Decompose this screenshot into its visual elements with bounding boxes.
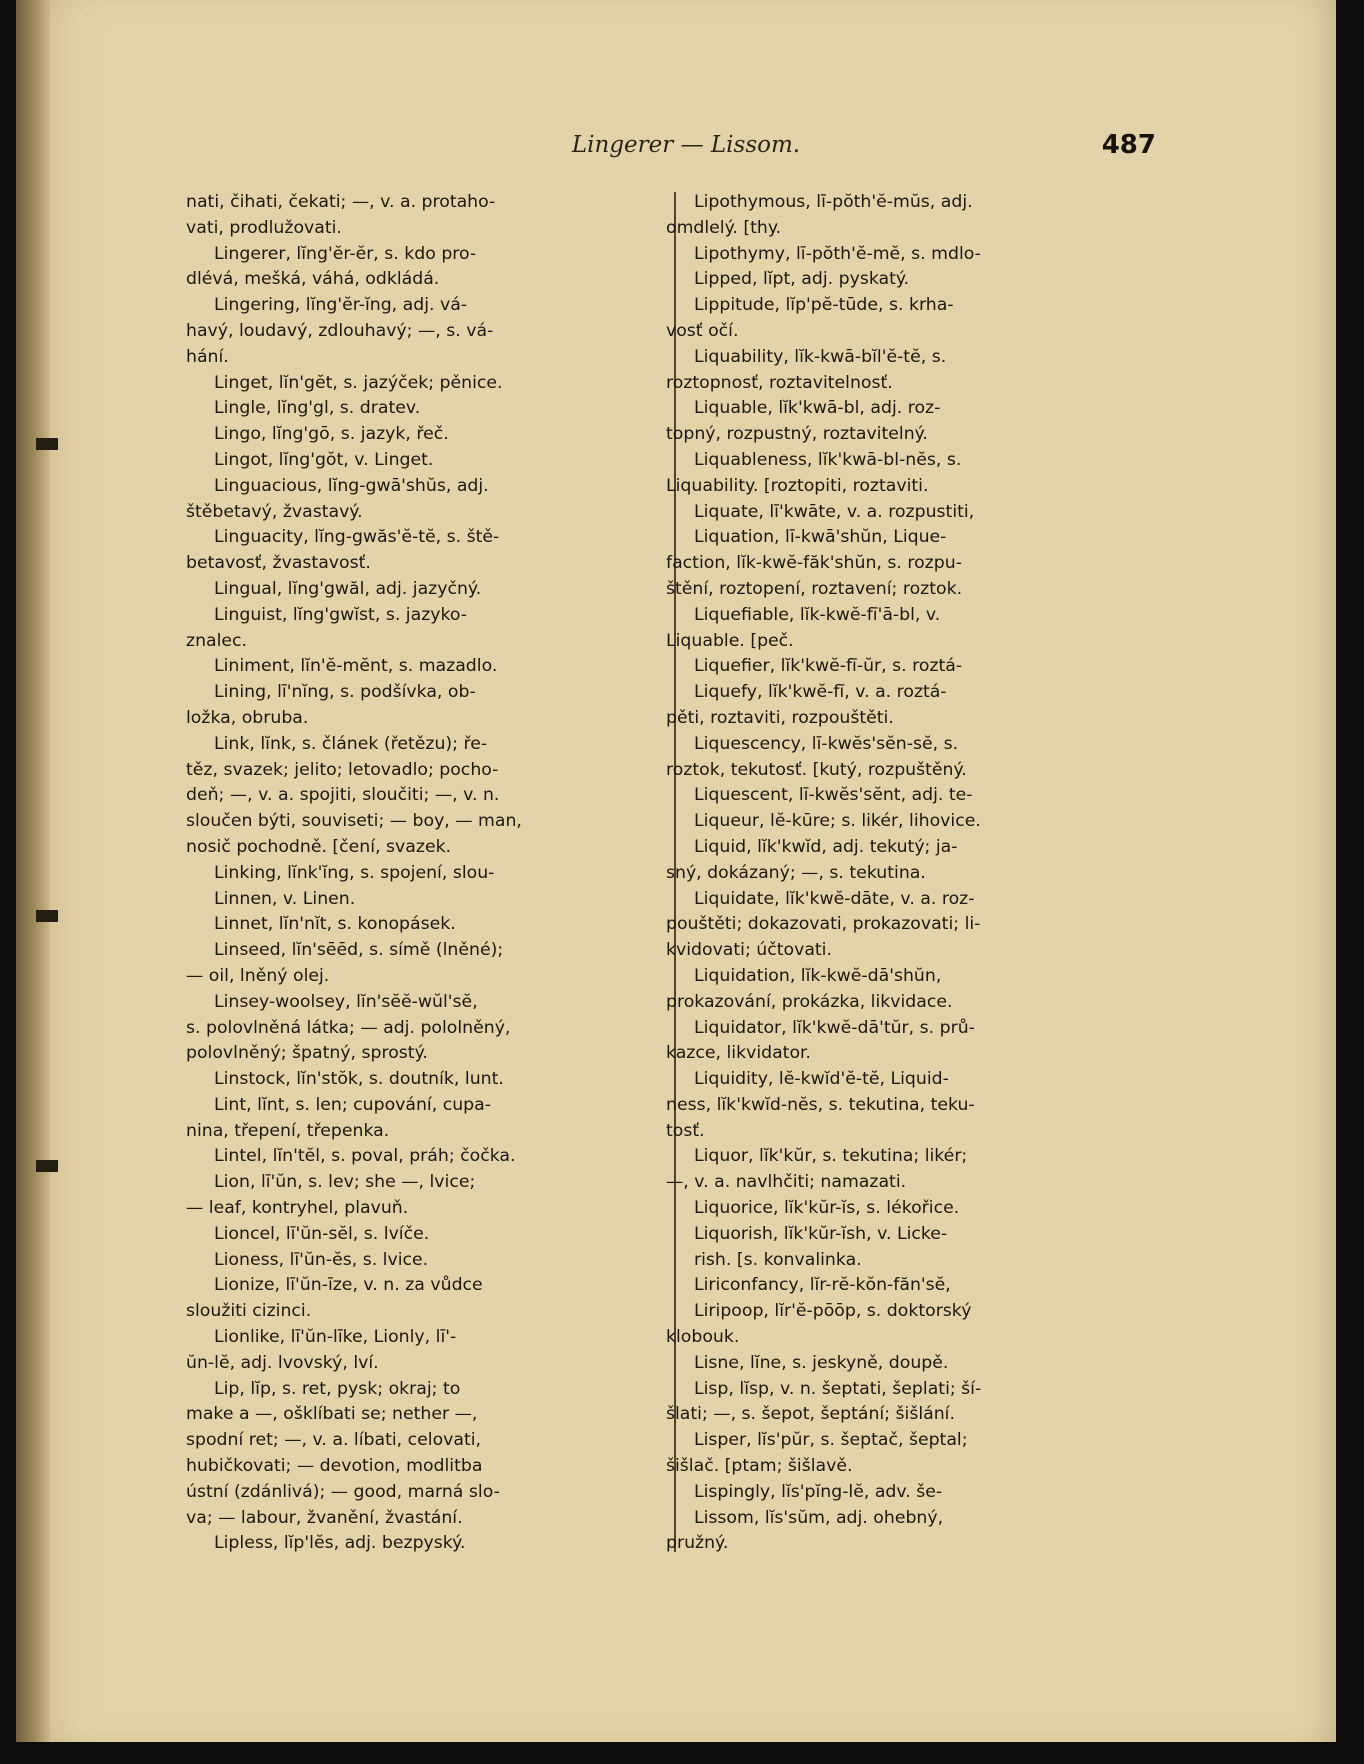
entry-line: rish. [s. konvalinka. — [694, 1249, 862, 1270]
entry-line: Lisne, lĭne, s. jeskyně, doupě. — [694, 1352, 949, 1373]
entry-line: nati, čihati, čekati; —, v. a. protaho- — [186, 192, 496, 212]
entry-line: — leaf, kontryhel, plavuň. — [186, 1198, 409, 1219]
entry-line: vosť očí. — [666, 320, 739, 341]
entry-line: pouštěti; dokazovati, prokazovati; li- — [666, 914, 981, 935]
entry-line: ŭn-lĕ, adj. lvovský, lví. — [186, 1352, 379, 1373]
entry-line: Lipothymy, lī-pŏth'ĕ-mĕ, s. mdlo- — [694, 243, 981, 264]
entry-line: Liquefier, lĭk'kwĕ-fī-ŭr, s. roztá- — [694, 656, 963, 677]
entry-line: šlati; —, s. šepot, šeptání; šišlání. — [666, 1404, 955, 1425]
entry-line: těz, svazek; jelito; letovadlo; pocho- — [186, 759, 499, 780]
entry-line: deň; —, v. a. spojiti, sloučiti; —, v. n. — [186, 785, 500, 806]
entry-line: Linnen, v. Linen. — [214, 888, 356, 909]
entry-line: štěbetavý, žvastavý. — [186, 501, 363, 522]
entry-line: Liquability. [roztopiti, roztaviti. — [666, 475, 929, 496]
entry-line: Liquorish, lĭk'kŭr-ĭsh, v. Licke- — [694, 1223, 948, 1244]
entry-line: kvidovati; účtovati. — [666, 940, 832, 961]
margin-mark — [36, 438, 58, 450]
entry-line: dlévá, mešká, váhá, odkládá. — [186, 269, 440, 290]
entry-line: ústní (zdánlivá); — good, marná slo- — [186, 1481, 500, 1502]
entry-line: topný, rozpustný, roztavitelný. — [666, 424, 928, 445]
entry-line: Lipless, lĭp'lĕs, adj. bezpyský. — [214, 1533, 466, 1554]
entry-line: Liquate, lī'kwāte, v. a. rozpustiti, — [694, 501, 975, 522]
entry-line: polovlněný; špatný, sprostý. — [186, 1043, 428, 1064]
entry-line: Lioncel, lī'ŭn-sĕl, s. lvíče. — [214, 1223, 430, 1244]
entry-line: Liquid, lĭk'kwĭd, adj. tekutý; ja- — [694, 836, 958, 857]
entry-line: Lingering, lĭng'ĕr-ĭng, adj. vá- — [214, 295, 468, 316]
margin-mark — [36, 910, 58, 922]
entry-line: Liniment, lĭn'ĕ-mĕnt, s. mazadlo. — [214, 656, 498, 677]
entry-line: klobouk. — [666, 1327, 740, 1348]
entry-line: sloučen býti, souviseti; — boy, — man, — [186, 811, 522, 832]
entry-line: Liquescent, lī-kwĕs'sĕnt, adj. te- — [694, 785, 973, 806]
entry-line: omdlelý. [thy. — [666, 217, 782, 238]
entry-line: nina, třepení, třepenka. — [186, 1120, 390, 1141]
entry-line: Lissom, lĭs'sŭm, adj. ohebný, — [694, 1507, 944, 1528]
entry-line: faction, lĭk-kwĕ-făk'shŭn, s. rozpu- — [666, 553, 962, 574]
entry-line: s. polovlněná látka; — adj. pololněný, — [186, 1017, 511, 1038]
entry-line: Linking, lĭnk'ĭng, s. spojení, slou- — [214, 862, 495, 883]
entry-line: Linget, lĭn'gĕt, s. jazýček; pěnice. — [214, 372, 503, 393]
entry-line: hubičkovati; — devotion, modlitba — [186, 1456, 483, 1477]
entry-line: roztok, tekutosť. [kutý, rozpuštěný. — [666, 759, 967, 780]
entry-line: betavosť, žvastavosť. — [186, 553, 371, 574]
entry-line: Lionize, lī'ŭn-īze, v. n. za vůdce — [214, 1275, 483, 1296]
entry-line: Liquable, lĭk'kwā-bl, adj. roz- — [694, 398, 941, 419]
entry-line: Lipped, lĭpt, adj. pyskatý. — [694, 269, 910, 290]
entry-line: štění, roztopení, roztavení; roztok. — [666, 578, 963, 599]
entry-line: ložka, obruba. — [186, 707, 309, 728]
binding-edge — [16, 0, 50, 1742]
left-column — [186, 190, 656, 1557]
entry-line: Lintel, lĭn'tĕl, s. poval, práh; čočka. — [214, 1146, 516, 1167]
entry-line: hání. — [186, 346, 229, 367]
entry-line: vati, prodlužovati. — [186, 217, 342, 238]
entry-line: Lippitude, lĭp'pĕ-tūde, s. krha- — [694, 295, 954, 316]
entry-line: Lining, lī'nĭng, s. podšívka, ob- — [214, 682, 476, 703]
entry-line: Liquor, lĭk'kŭr, s. tekutina; likér; — [694, 1146, 968, 1167]
entry-line: Liquorice, lĭk'kŭr-ĭs, s. lékořice. — [694, 1198, 960, 1219]
entry-line: pružný. — [666, 1533, 729, 1554]
entry-line: Liquefiable, lĭk-kwĕ-fī'ā-bl, v. — [694, 604, 941, 625]
entry-line: Lipothymous, lī-pŏth'ĕ-mŭs, adj. — [694, 192, 973, 212]
entry-line: Liquidation, lĭk-kwĕ-dā'shŭn, — [694, 965, 942, 986]
entry-line: kazce, likvidator. — [666, 1043, 812, 1064]
entry-line: spodní ret; —, v. a. líbati, celovati, — [186, 1430, 482, 1451]
entry-line: Lispingly, lĭs'pĭng-lĕ, adv. še- — [694, 1481, 943, 1502]
entry-line: Lioness, lī'ŭn-ĕs, s. lvice. — [214, 1249, 429, 1270]
entry-line: Linguacious, lĭng-gwā'shŭs, adj. — [214, 475, 489, 496]
entry-line: Liquidate, lĭk'kwĕ-dāte, v. a. roz- — [694, 888, 975, 909]
entry-line: Liquefy, lĭk'kwĕ-fī, v. a. roztá- — [694, 682, 947, 703]
entry-line: nosič pochodně. [čení, svazek. — [186, 836, 452, 857]
entry-line: Link, lĭnk, s. článek (řetězu); ře- — [214, 733, 488, 754]
entry-line: pěti, roztaviti, rozpouštěti. — [666, 707, 894, 728]
entry-line: sloužiti cizinci. — [186, 1301, 312, 1322]
entry-line: ness, lĭk'kwĭd-nĕs, s. tekutina, teku- — [666, 1094, 975, 1115]
margin-mark — [36, 1160, 58, 1172]
entry-line: —, v. a. navlhčiti; namazati. — [666, 1172, 907, 1193]
entry-line: Liquescency, lī-kwĕs'sĕn-sĕ, s. — [694, 733, 959, 754]
entry-line: Linguacity, lĭng-gwăs'ĕ-tĕ, s. ště- — [214, 527, 500, 548]
entry-line: Liripoop, lĭr'ĕ-pōōp, s. doktorský — [694, 1301, 972, 1322]
entry-line: — oil, lněný olej. — [186, 965, 330, 986]
entry-line: Lisp, lĭsp, v. n. šeptati, šeplati; ší- — [694, 1378, 982, 1399]
entry-line: Liquidity, lĕ-kwĭd'ĕ-tĕ, Liquid- — [694, 1069, 949, 1090]
entry-line: roztopnosť, roztavitelnosť. — [666, 372, 893, 393]
entry-line: Lisper, lĭs'pŭr, s. šeptač, šeptal; — [694, 1430, 968, 1451]
entry-line: Linseed, lĭn'sēēd, s. símě (lněné); — [214, 940, 504, 961]
entry-line: tosť. — [666, 1120, 705, 1141]
entry-line: Lip, lĭp, s. ret, pysk; okraj; to — [214, 1378, 461, 1399]
entry-line: Lingot, lĭng'gŏt, v. Linget. — [214, 449, 434, 470]
entry-line: Lionlike, lī'ŭn-līke, Lionly, lī'- — [214, 1327, 457, 1348]
entry-line: Liriconfancy, lĭr-rĕ-kŏn-făn'sĕ, — [694, 1275, 951, 1296]
entry-line: va; — labour, žvanění, žvastání. — [186, 1507, 463, 1528]
entry-line: Liqueur, lĕ-kūre; s. likér, lihovice. — [694, 811, 981, 832]
page-number: 487 — [1101, 130, 1156, 160]
entry-line: Liquation, lī-kwā'shŭn, Lique- — [694, 527, 947, 548]
entry-line: make a —, ošklíbati se; nether —, — [186, 1404, 478, 1425]
entry-line: Linsey-woolsey, lĭn'sĕĕ-wŭl'sĕ, — [214, 991, 478, 1012]
entry-line: Liquability, lĭk-kwā-bĭl'ĕ-tĕ, s. — [694, 346, 947, 367]
entry-line: Linguist, lĭng'gwĭst, s. jazyko- — [214, 604, 468, 625]
right-column — [666, 190, 1136, 1557]
entry-line: Linnet, lĭn'nĭt, s. konopásek. — [214, 914, 456, 935]
entry-line: Liquidator, lĭk'kwĕ-dā'tŭr, s. prů- — [694, 1017, 975, 1038]
entry-line: Lion, lī'ŭn, s. lev; she —, lvice; — [214, 1172, 476, 1193]
entry-line: sný, dokázaný; —, s. tekutina. — [666, 862, 926, 883]
entry-line: Lingo, lĭng'gō, s. jazyk, řeč. — [214, 424, 449, 445]
entry-line: Linstock, lĭn'stŏk, s. doutník, lunt. — [214, 1069, 504, 1090]
entry-line: Lingual, lĭng'gwăl, adj. jazyčný. — [214, 578, 482, 599]
entry-line: prokazování, prokázka, likvidace. — [666, 991, 953, 1012]
entry-line: havý, loudavý, zdlouhavý; —, s. vá- — [186, 320, 494, 341]
entry-line: Liquableness, lĭk'kwā-bl-nĕs, s. — [694, 449, 962, 470]
entry-line: Lingerer, lĭng'ĕr-ĕr, s. kdo pro- — [214, 243, 477, 264]
page-header — [216, 132, 1156, 166]
entry-line: šišlač. [ptam; šišlavě. — [666, 1456, 853, 1477]
dictionary-page — [16, 0, 1336, 1742]
entry-line: znalec. — [186, 630, 248, 651]
entry-line: Lingle, lĭng'gl, s. dratev. — [214, 398, 421, 419]
entry-line: Liquable. [peč. — [666, 630, 794, 651]
entry-line: Lint, lĭnt, s. len; cupování, cupa- — [214, 1094, 491, 1115]
running-title: Lingerer — Lissom. — [571, 132, 801, 158]
